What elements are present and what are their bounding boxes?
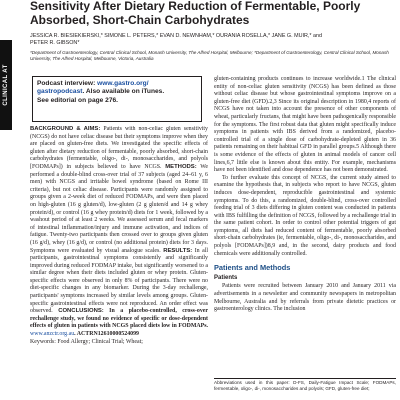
results-text: In all participants, gastrointestinal symptoms consistently and significantly improved during reduced FODMAP intake, but significantly worsened to a similar degree when their diets included gluten or whey protein. Gluten-specific effects were observed in only 8% of participants. There were no diet-specific changes in any biomarker. During the 3-day rechallenge, participants' symptoms increased by similar levels among groups. Gluten-specific gastrointestinal effects were not reproduced. An order effect was observed.	[30, 247, 208, 315]
body-column-right	[214, 76, 396, 314]
trial-registry-link[interactable]: www.anzctr.org.au	[30, 331, 75, 338]
abstract	[30, 126, 208, 400]
author-list: JESSICA R. BIESIEKIERSKI,* SIMONE L. PETERS,* EVAN D. NEWNHAM,* OURANIA ROSELLA,* JANE G. MUIR,* and PETER R. GIBSON*	[30, 33, 322, 47]
intro-paragraph-1: gluten-containing products continues to increase worldwide.1 The clinical entity of non-celiac gluten sensitivity (NCGS) has been defined as those without celiac disease but whose gastrointestinal symptoms improve on a gluten-free diet (GFD).2,3 Since its original description in 1980,4 reports of NCGS have not taken into account the presence of other components of wheat, particularly fructans, that might have been pathogenically responsible for the symptoms. The first robust data that gluten might specifically induce symptoms in patients with IBS derived from a randomized, placebo-controlled trial of a single dose of carbohydrate-depleted gluten in 36 patients remaining on their habitual GFD in parallel groups.5 Although there is some evidence of the effects of gluten in animal models of cancer cell lines,6,7 little else is known about this entity. For example, mechanisms have not been identified and dose dependence has not been demonstrated.	[214, 76, 396, 174]
section-heading-patients-methods: Patients and Methods	[214, 263, 291, 273]
footnote-divider	[214, 378, 396, 379]
podcast-itunes-text: . Also available on iTunes.	[82, 88, 165, 96]
trial-number: . ACTRN12610000524099	[74, 331, 139, 338]
subsection-heading-patients: Patients	[214, 274, 238, 281]
conclusions-heading: CONCLUSIONS:	[58, 308, 104, 315]
podcast-link[interactable]: www.gastro.org/ gastropodcast	[37, 80, 149, 96]
results-heading: RESULTS:	[163, 247, 193, 254]
abbreviations-footnote: Abbreviations used in this paper: D-FS, Daily-Fatigue Impact Scale; FODMAPs, fermentable, oligo-, di-, monosaccharides and polyols; GFD, gluten-free diet;	[214, 380, 396, 392]
patients-paragraph: Patients were recruited between January 2010 and January 2011 via advertisements in a newsletter and community newspapers in metropolitan Melbourne, Australia and by referrals from private dietetic practices or gastroenterology clinics. The inclusion	[214, 283, 396, 313]
section-tab	[0, 40, 12, 130]
background-heading: BACKGROUND & AIMS:	[30, 126, 101, 132]
intro-paragraph-2: To further evaluate this concept of NCGS, the current study aimed to examine the hypothesis that, in subjects who report to have NCGS, gluten induces dose-dependent, reproducible gastrointestinal and systemic symptoms. To do this, a randomized, double-blind, cross-over controlled feeding trial of 3 diets differing in gluten content was conducted in patients with IBS fulfilling the definition of NCGS, followed by a rechallenge trial in the same patient cohort. In order to control other potential triggers of gut symptoms, all diets had reduced content of fermentable, poorly absorbed short-chain carbohydrates (ie, fermentable, oligo-, di-, monosaccharides, and polyols [FODMAPs])8,9 and, in the second, dairy products and food chemicals were additionally controlled.	[214, 174, 396, 257]
methods-text: We performed a double-blind cross-over trial of 37 subjects (aged 24–61 y, 6 men) with NCGS and irritable bowel syndrome (based on Rome III criteria), but not celiac disease. Participants were randomly assigned to groups given a 2-week diet of reduced FODMAPs, and were then placed on high-gluten (16 g gluten/d), low-gluten (2 g gluten/d and 14 g whey protein/d), or control (16 g whey protein/d) diets for 1 week, followed by a washout period of at least 2 weeks. We assessed serum and fecal markers of intestinal inflammation/injury and immune activation, and indices of fatigue. Twenty-two participants then crossed over to groups given gluten (16 g/d), whey (16 g/d), or control (no additional protein) diets for 3 days. Symptoms were evaluated by visual analogue scales.	[30, 163, 208, 254]
author-affiliation: *Department of Gastroenterology, Central Clinical School, Monash University, The Alfred Hospital, Melbourne; *Department of Gastroenterology, Central Clinical School, Monash University, The Alfred Hospital, Melbourne, Victoria, Australia	[30, 50, 389, 62]
background-text: Patients with non-celiac gluten sensitivity (NCGS) do not have celiac disease but their symptoms improve when they are placed on gluten-free diets. We investigated the specific effects of gluten after dietary reduction of fermentable, poorly absorbed, short-chain carbohydrates (fermentable, oligo-, di-, monosaccharides, and polyols [FODMAPs]) in subjects believed to have NCGS.	[30, 126, 208, 170]
podcast-text: Podcast interview:	[37, 80, 98, 87]
keywords: Keywords: Food Allergy; Clinical Trial; Wheat;	[30, 338, 143, 345]
editorial-note: See editorial on page 276.	[37, 96, 118, 104]
methods-heading: METHODS:	[165, 163, 197, 170]
conclusions-text: In a placebo-controlled, cross-over rechallenge study, we found no evidence of specific or dose-dependent effects of gluten in patients with NCGS placed diets low in FODMAPs.	[30, 308, 208, 330]
article-title: Sensitivity After Dietary Reduction of Fermentable, Poorly Absorbed, Short-Chain Carbohydrates	[30, 0, 361, 27]
podcast-box	[32, 76, 202, 122]
section-tab-label: CLINICAL AT	[3, 64, 9, 106]
